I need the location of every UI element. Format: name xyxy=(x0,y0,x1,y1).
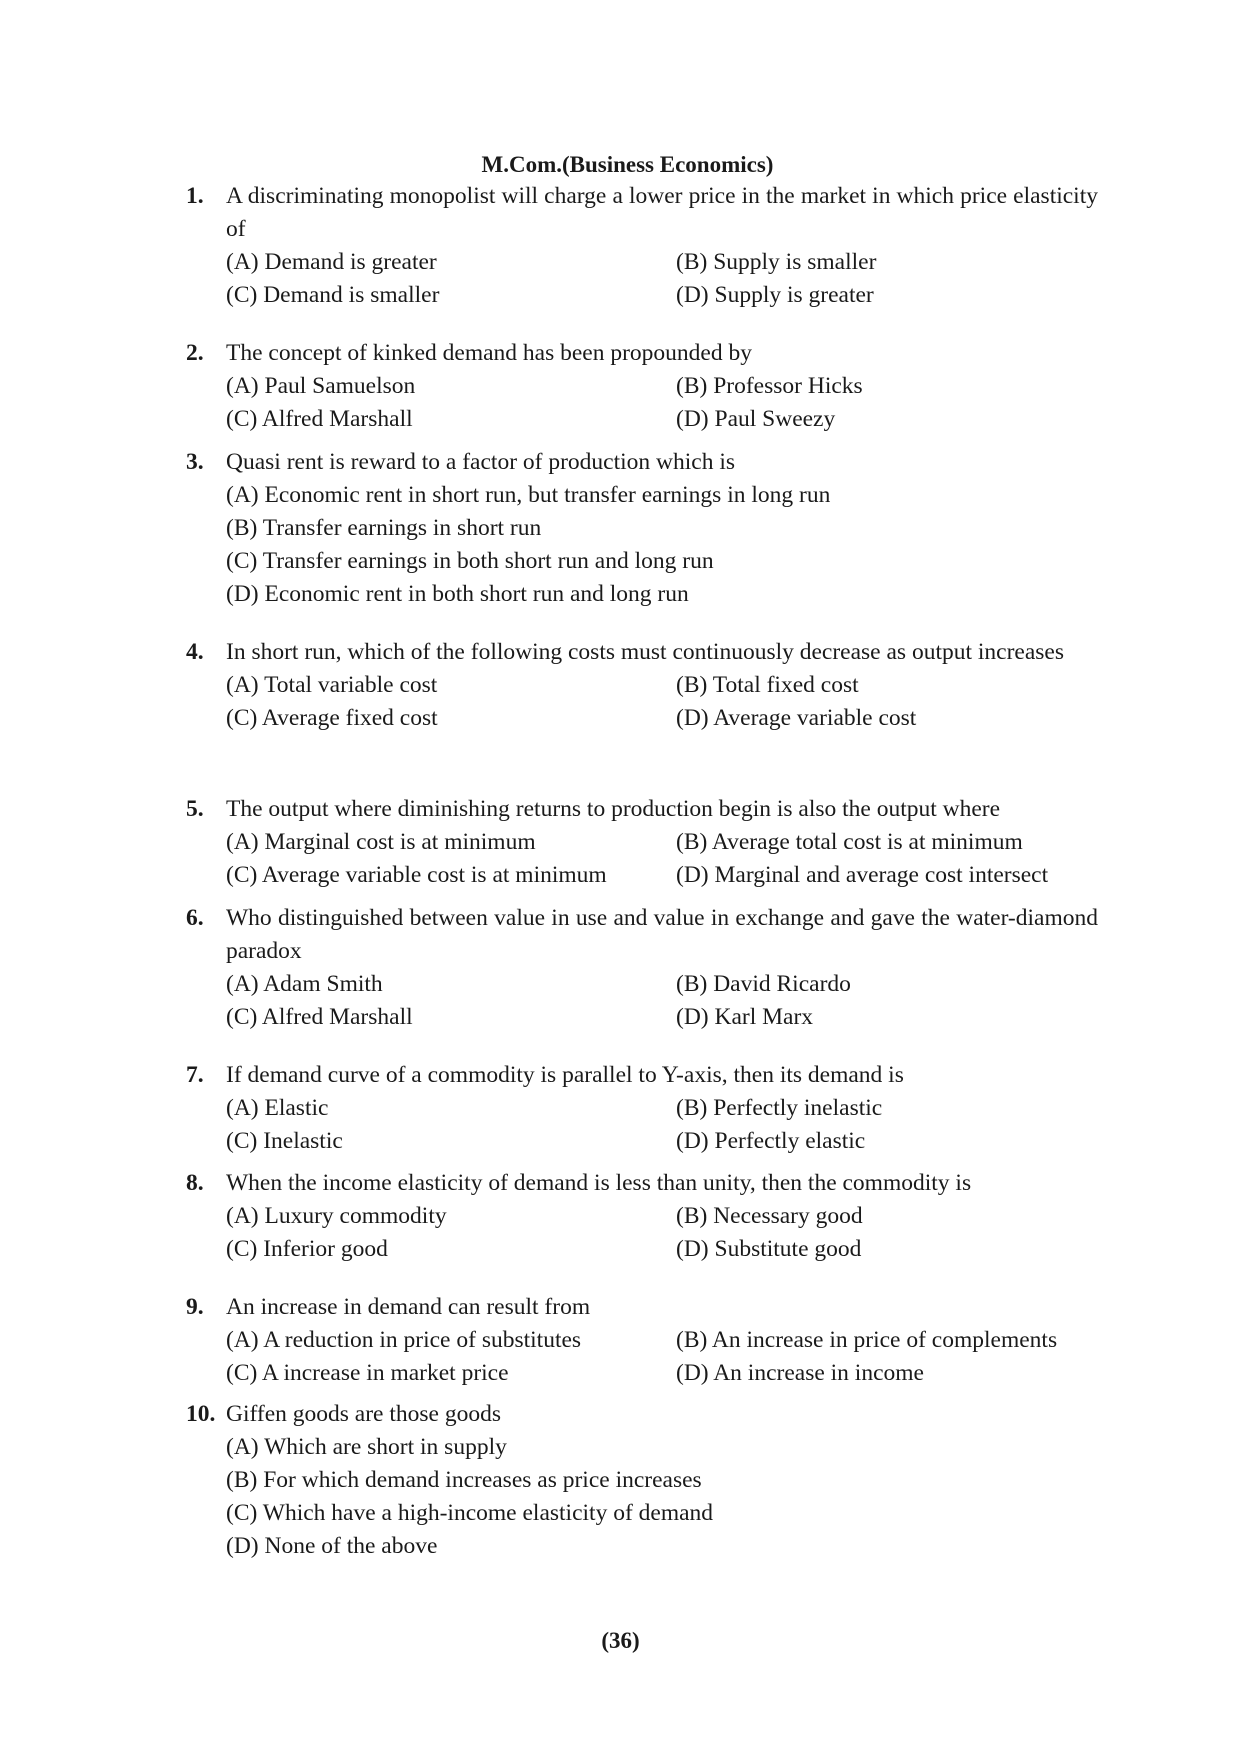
option-a: (A) Paul Samuelson xyxy=(226,373,416,399)
question-text: When the income elasticity of demand is less than unity, then the commodity is xyxy=(226,1170,972,1196)
question-number: 1. xyxy=(186,183,204,209)
question-3 xyxy=(186,446,1098,611)
question-text: Quasi rent is reward to a factor of production which is xyxy=(226,449,736,475)
option-b: (B) Professor Hicks xyxy=(676,373,863,399)
question-number: 5. xyxy=(186,796,204,822)
question-number: 2. xyxy=(186,340,204,366)
option-a: (A) Marginal cost is at minimum xyxy=(226,829,536,855)
question-number: 3. xyxy=(186,449,204,475)
option-a: (A) Demand is greater xyxy=(226,249,437,275)
question-number: 10. xyxy=(186,1401,216,1427)
option-d: (D) An increase in income xyxy=(676,1360,924,1386)
option-d: (D) None of the above xyxy=(226,1533,438,1559)
option-d: (D) Karl Marx xyxy=(676,1004,814,1030)
option-d: (D) Supply is greater xyxy=(676,282,874,308)
option-b: (B) For which demand increases as price increases xyxy=(226,1467,702,1493)
option-c: (C) A increase in market price xyxy=(226,1360,509,1386)
option-b: (B) Average total cost is at minimum xyxy=(676,829,1023,855)
option-list xyxy=(186,826,1098,892)
question-text: The output where diminishing returns to production begin is also the output where xyxy=(226,796,1001,822)
option-c: (C) Alfred Marshall xyxy=(226,1004,413,1030)
question-text: An increase in demand can result from xyxy=(226,1294,591,1320)
page-number: (36) xyxy=(601,1628,640,1653)
question-text: Who distinguished between value in use and value in exchange and gave the water-diamond paradox xyxy=(226,905,1098,964)
question-number: 7. xyxy=(186,1062,204,1088)
question-9 xyxy=(186,1291,1098,1390)
option-b: (B) Necessary good xyxy=(676,1203,863,1229)
question-text: Giffen goods are those goods xyxy=(226,1401,501,1427)
option-b: (B) An increase in price of complements xyxy=(676,1327,1058,1353)
question-6 xyxy=(186,902,1098,1034)
page-title: M.Com.(Business Economics) xyxy=(481,152,774,177)
option-c: (C) Which have a high-income elasticity of demand xyxy=(226,1500,714,1526)
option-d: (D) Average variable cost xyxy=(676,705,917,731)
option-list xyxy=(186,1431,1098,1563)
question-text: If demand curve of a commodity is parallel to Y-axis, then its demand is xyxy=(226,1062,904,1088)
option-c: (C) Demand is smaller xyxy=(226,282,440,308)
question-4 xyxy=(186,636,1098,735)
option-d: (D) Paul Sweezy xyxy=(676,406,836,432)
option-d: (D) Perfectly elastic xyxy=(676,1128,866,1154)
question-text: In short run, which of the following costs must continuously decrease as output increases xyxy=(226,639,1064,665)
question-2 xyxy=(186,337,1098,436)
option-b: (B) Total fixed cost xyxy=(676,672,859,698)
option-a: (A) Luxury commodity xyxy=(226,1203,447,1229)
option-list xyxy=(186,669,1098,735)
question-7 xyxy=(186,1059,1098,1158)
option-d: (D) Marginal and average cost intersect xyxy=(676,862,1049,888)
option-d: (D) Substitute good xyxy=(676,1236,862,1262)
option-a: (A) Elastic xyxy=(226,1095,329,1121)
question-5 xyxy=(186,793,1098,892)
question-number: 6. xyxy=(186,905,204,931)
question-number: 9. xyxy=(186,1294,204,1320)
option-list xyxy=(186,1324,1098,1390)
option-b: (B) David Ricardo xyxy=(676,971,851,997)
option-list xyxy=(186,968,1098,1034)
question-10 xyxy=(186,1398,1098,1563)
question-number: 4. xyxy=(186,639,204,665)
option-b: (B) Transfer earnings in short run xyxy=(226,515,542,541)
question-text: A discriminating monopolist will charge a lower price in the market in which price elasticity of xyxy=(226,183,1098,242)
option-c: (C) Inferior good xyxy=(226,1236,388,1262)
option-c: (C) Average variable cost is at minimum xyxy=(226,862,607,888)
question-1 xyxy=(186,180,1098,312)
option-list xyxy=(186,1092,1098,1158)
option-list xyxy=(186,479,1098,611)
option-c: (C) Transfer earnings in both short run and long run xyxy=(226,548,714,574)
option-list xyxy=(186,246,1098,312)
option-c: (C) Average fixed cost xyxy=(226,705,438,731)
option-a: (A) Which are short in supply xyxy=(226,1434,507,1460)
option-c: (C) Inelastic xyxy=(226,1128,343,1154)
option-d: (D) Economic rent in both short run and long run xyxy=(226,581,689,607)
question-text: The concept of kinked demand has been propounded by xyxy=(226,340,752,366)
option-a: (A) Economic rent in short run, but transfer earnings in long run xyxy=(226,482,831,508)
option-a: (A) Total variable cost xyxy=(226,672,438,698)
option-a: (A) Adam Smith xyxy=(226,971,383,997)
question-8 xyxy=(186,1167,1098,1266)
option-a: (A) A reduction in price of substitutes xyxy=(226,1327,582,1353)
option-b: (B) Supply is smaller xyxy=(676,249,877,275)
option-list xyxy=(186,1200,1098,1266)
option-b: (B) Perfectly inelastic xyxy=(676,1095,883,1121)
option-list xyxy=(186,370,1098,436)
option-c: (C) Alfred Marshall xyxy=(226,406,413,432)
question-number: 8. xyxy=(186,1170,204,1196)
